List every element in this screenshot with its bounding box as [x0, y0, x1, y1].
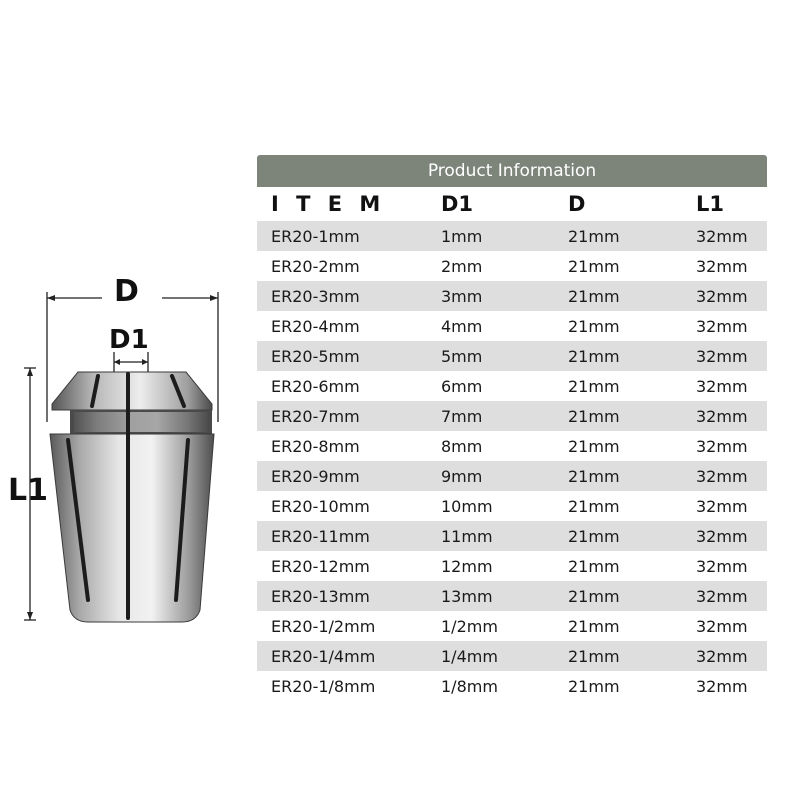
cell-d: 21mm	[568, 401, 696, 431]
cell-l1: 32mm	[696, 461, 767, 491]
table-row	[257, 281, 767, 311]
table-row	[257, 521, 767, 551]
collet-top-cone	[52, 372, 212, 410]
cell-d: 21mm	[568, 311, 696, 341]
table-row	[257, 611, 767, 641]
cell-d: 21mm	[568, 341, 696, 371]
cell-d: 21mm	[568, 671, 696, 701]
cell-d1: 8mm	[441, 431, 568, 461]
cell-d: 21mm	[568, 221, 696, 251]
cell-item: ER20-10mm	[257, 491, 441, 521]
cell-item: ER20-1/8mm	[257, 671, 441, 701]
cell-d1: 1/2mm	[441, 611, 568, 641]
cell-l1: 32mm	[696, 491, 767, 521]
table-row	[257, 401, 767, 431]
dimension-label-l1: L1	[8, 473, 48, 508]
dimension-label-d: D	[114, 274, 139, 309]
header-item: I T E M	[257, 187, 441, 221]
table-row	[257, 551, 767, 581]
cell-l1: 32mm	[696, 521, 767, 551]
cell-item: ER20-12mm	[257, 551, 441, 581]
table-body	[257, 221, 767, 701]
cell-l1: 32mm	[696, 641, 767, 671]
cell-item: ER20-2mm	[257, 251, 441, 281]
collet-body	[50, 434, 214, 622]
cell-item: ER20-8mm	[257, 431, 441, 461]
cell-d1: 13mm	[441, 581, 568, 611]
cell-d: 21mm	[568, 611, 696, 641]
cell-item: ER20-3mm	[257, 281, 441, 311]
cell-d1: 12mm	[441, 551, 568, 581]
cell-item: ER20-11mm	[257, 521, 441, 551]
cell-l1: 32mm	[696, 281, 767, 311]
table-row	[257, 581, 767, 611]
dimension-label-d1: D1	[109, 325, 149, 355]
cell-d: 21mm	[568, 521, 696, 551]
cell-d: 21mm	[568, 461, 696, 491]
table-row	[257, 311, 767, 341]
cell-l1: 32mm	[696, 551, 767, 581]
cell-d: 21mm	[568, 371, 696, 401]
cell-item: ER20-9mm	[257, 461, 441, 491]
cell-d: 21mm	[568, 251, 696, 281]
cell-item: ER20-6mm	[257, 371, 441, 401]
cell-l1: 32mm	[696, 401, 767, 431]
cell-item: ER20-1/2mm	[257, 611, 441, 641]
cell-l1: 32mm	[696, 311, 767, 341]
table-row	[257, 341, 767, 371]
cell-l1: 32mm	[696, 341, 767, 371]
cell-l1: 32mm	[696, 431, 767, 461]
cell-l1: 32mm	[696, 251, 767, 281]
cell-d1: 10mm	[441, 491, 568, 521]
header-d: D	[568, 187, 696, 221]
collet-dimension-diagram	[0, 0, 240, 800]
table-row	[257, 671, 767, 701]
header-d1: D1	[441, 187, 568, 221]
product-info-table	[257, 155, 767, 701]
table-row	[257, 491, 767, 521]
cell-item: ER20-4mm	[257, 311, 441, 341]
cell-l1: 32mm	[696, 371, 767, 401]
cell-d: 21mm	[568, 581, 696, 611]
cell-d1: 5mm	[441, 341, 568, 371]
cell-l1: 32mm	[696, 671, 767, 701]
cell-d: 21mm	[568, 281, 696, 311]
table-row	[257, 251, 767, 281]
cell-d1: 3mm	[441, 281, 568, 311]
cell-item: ER20-13mm	[257, 581, 441, 611]
cell-d1: 11mm	[441, 521, 568, 551]
table-row	[257, 221, 767, 251]
cell-l1: 32mm	[696, 611, 767, 641]
cell-d1: 7mm	[441, 401, 568, 431]
cell-item: ER20-1/4mm	[257, 641, 441, 671]
table-row	[257, 461, 767, 491]
table-header-row	[257, 187, 767, 221]
cell-d1: 1mm	[441, 221, 568, 251]
cell-d: 21mm	[568, 491, 696, 521]
header-l1: L1	[696, 187, 767, 221]
table-row	[257, 641, 767, 671]
cell-d: 21mm	[568, 551, 696, 581]
cell-d1: 9mm	[441, 461, 568, 491]
table-row	[257, 371, 767, 401]
cell-item: ER20-1mm	[257, 221, 441, 251]
spec-table	[257, 187, 767, 701]
cell-d: 21mm	[568, 641, 696, 671]
cell-d1: 1/4mm	[441, 641, 568, 671]
cell-l1: 32mm	[696, 581, 767, 611]
cell-d1: 6mm	[441, 371, 568, 401]
cell-item: ER20-7mm	[257, 401, 441, 431]
table-row	[257, 431, 767, 461]
cell-d1: 4mm	[441, 311, 568, 341]
cell-l1: 32mm	[696, 221, 767, 251]
collet-illustration	[0, 0, 240, 800]
cell-d1: 1/8mm	[441, 671, 568, 701]
cell-d1: 2mm	[441, 251, 568, 281]
table-title: Product Information	[257, 155, 767, 187]
cell-item: ER20-5mm	[257, 341, 441, 371]
cell-d: 21mm	[568, 431, 696, 461]
